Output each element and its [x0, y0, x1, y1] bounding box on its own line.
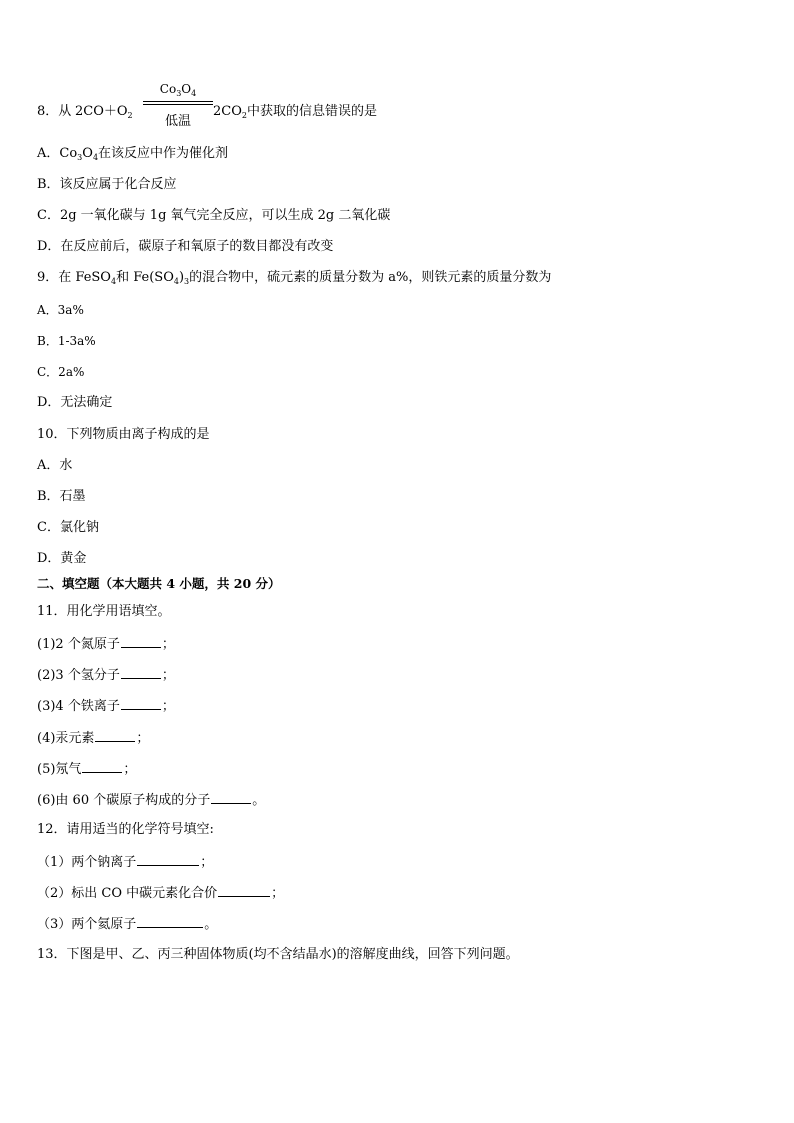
q8-reaction-condition	[143, 82, 213, 129]
q11-item-1: (1)2 个氮原子 ；	[37, 637, 175, 652]
answer-blank[interactable]	[82, 760, 122, 773]
q8-option-d: D．在反应前后，碳原子和氧原子的数目都没有改变	[37, 239, 334, 254]
answer-blank[interactable]	[95, 729, 135, 742]
q8-prefix: 8．从	[37, 104, 72, 119]
q8-reactants: $2CO+O_2$	[75, 104, 133, 120]
q10-option-d: D．黄金	[37, 551, 87, 566]
q9-option-b: B．1-3a%	[37, 334, 96, 348]
answer-blank[interactable]	[137, 915, 203, 928]
q11-item-6: (6)由 60 个碳原子构成的分子 。	[37, 793, 266, 808]
q8-temperature: 低温	[164, 114, 191, 129]
answer-blank[interactable]	[121, 666, 161, 679]
q12-item-1: （1）两个钠离子 ；	[37, 855, 214, 870]
section-heading: 二、填空题（本大题共 4 小题，共 20 分）	[37, 576, 281, 591]
q13-stem: 13．下图是甲、乙、丙三种固体物质(均不含结晶水)的溶解度曲线，回答下列问题。	[37, 947, 519, 962]
answer-blank[interactable]	[121, 697, 161, 710]
answer-blank[interactable]	[218, 884, 270, 897]
q9-option-c: C．2a%	[37, 365, 85, 379]
q8-catalyst: $Co_3O_4$	[159, 82, 197, 98]
q8-option-b: B．该反应属于化合反应	[37, 177, 177, 192]
q12-stem: 12．请用适当的化学符号填空:	[37, 822, 214, 837]
q10-stem: 10．下列物质由离子构成的是	[37, 427, 210, 442]
q10-option-b: B．石墨	[37, 489, 86, 504]
q12-item-3: （3）两个氦原子 。	[37, 917, 218, 932]
q8-option-a: A．$Co_3O_4$在该反应中作为催化剂	[37, 146, 229, 162]
q8-option-c: C．2g 一氧化碳与 1g 氧气完全反应，可以生成 2g 二氧化碳	[37, 208, 391, 223]
answer-blank[interactable]	[211, 791, 251, 804]
equals-sign-top	[143, 101, 213, 102]
q12-item-2: （2）标出 CO 中碳元素化合价 ；	[37, 886, 285, 901]
q11-item-3: (3)4 个铁离子 ；	[37, 699, 175, 714]
equals-sign-bottom	[143, 104, 213, 105]
q9-option-a: A．3a%	[37, 303, 84, 317]
answer-blank[interactable]	[137, 853, 199, 866]
q9-stem: 9．在 FeSO$_4$和 $Fe(SO_4)_3$的混合物中，硫元素的质量分数为 a%，则铁元素的质量分数为	[37, 270, 552, 286]
answer-blank[interactable]	[121, 635, 161, 648]
q11-item-4: (4)汞元素 ；	[37, 731, 150, 746]
q9-option-d: D．无法确定	[37, 395, 113, 410]
q11-item-2: (2)3 个氢分子 ；	[37, 668, 175, 683]
q10-option-a: A．水	[37, 458, 73, 473]
q8-products: $2CO_2$中获取的信息错误的是	[213, 104, 377, 120]
q11-item-5: (5)氖气 ；	[37, 762, 137, 777]
q11-stem: 11．用化学用语填空。	[37, 604, 171, 619]
q10-option-c: C．氯化钠	[37, 520, 99, 535]
